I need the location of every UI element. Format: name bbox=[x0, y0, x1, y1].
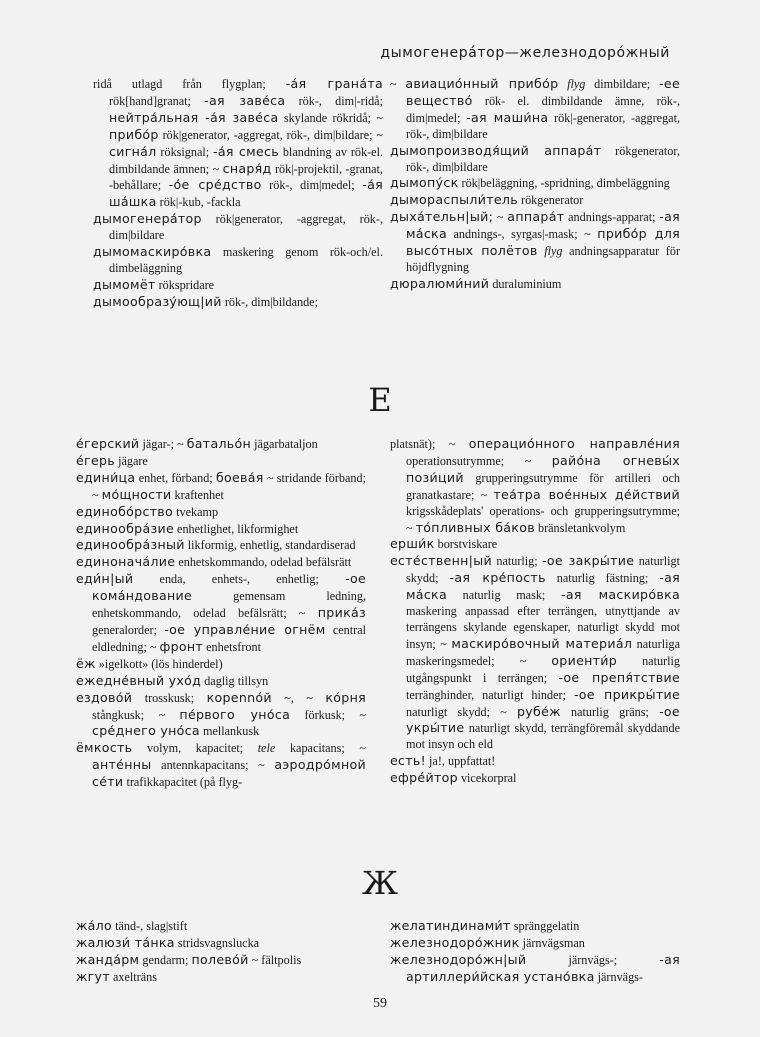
dictionary-entry bbox=[76, 952, 366, 969]
russian-term: ориенти́р bbox=[551, 652, 618, 668]
russian-term: батальо́н bbox=[186, 436, 252, 451]
swedish-gloss: platsnät); ~ bbox=[390, 437, 469, 451]
swedish-gloss: röksignal; bbox=[156, 144, 214, 159]
swedish-gloss: enhetskommando, odelad befälsrätt bbox=[175, 555, 352, 570]
russian-term: -ая артиллери́йская устано́вка bbox=[406, 951, 680, 984]
swedish-gloss: förkusk; ~ bbox=[290, 707, 366, 722]
russian-term: корennо́й bbox=[206, 689, 272, 705]
swedish-gloss: rök-, dim|medel; bbox=[261, 178, 363, 193]
swedish-gloss: stångkusk; ~ bbox=[92, 707, 180, 722]
dictionary-entry bbox=[390, 918, 680, 935]
swedish-gloss: rök-, dim|bildande; bbox=[221, 294, 318, 309]
russian-term: райо́на огневы́х пози́ций bbox=[406, 452, 680, 485]
russian-term: дымомёт bbox=[93, 276, 156, 292]
swedish-gloss: rökgenerator bbox=[517, 193, 584, 208]
swedish-gloss: naturlig utgångspunkt i terrängen; bbox=[406, 653, 680, 685]
swedish-gloss: rök- el. dimbildande ämne, rök-, dim|medel; bbox=[406, 93, 680, 125]
e-left-column bbox=[76, 436, 366, 791]
dictionary-entry bbox=[93, 76, 383, 211]
swedish-gloss: järnvägs- bbox=[594, 969, 643, 984]
swedish-gloss: trafikkapacitet (på flyg- bbox=[123, 775, 243, 790]
swedish-gloss: spränggelatin bbox=[510, 919, 580, 933]
dictionary-entry bbox=[76, 969, 366, 986]
russian-term: еди́н|ый bbox=[76, 571, 134, 587]
swedish-gloss: jägarbataljon bbox=[251, 437, 318, 451]
swedish-gloss: kraftenhet bbox=[171, 487, 224, 502]
swedish-gloss: grupperingsutrymme för artilleri och granatkastare; ~ bbox=[406, 470, 680, 502]
swedish-gloss: enda, enhets-, enhetlig; bbox=[133, 572, 346, 587]
swedish-gloss: central eldledning; ~ bbox=[92, 622, 366, 654]
dictionary-entry bbox=[390, 276, 680, 293]
russian-term: дымопроизводя́щий аппара́т bbox=[390, 142, 602, 158]
russian-term: -ая ма́ска bbox=[406, 570, 680, 603]
swedish-gloss: vicekorpral bbox=[457, 771, 517, 786]
swedish-gloss: rök|generator, -aggregat, rök-, dim|bildare bbox=[109, 212, 383, 243]
russian-term: -ое закры́тие bbox=[542, 553, 635, 569]
russian-term: прибо́р для высо́тных полётов bbox=[406, 226, 680, 259]
russian-term: дыха́тельн|ый; bbox=[390, 209, 494, 225]
swedish-gloss: terränghinder, naturligt hinder; bbox=[406, 687, 574, 702]
russian-term: -ая ма́ска bbox=[406, 209, 680, 242]
swedish-gloss: jägar-; ~ bbox=[139, 437, 187, 451]
dictionary-entry bbox=[76, 673, 366, 690]
swedish-gloss: enhetlighet, likformighet bbox=[174, 521, 299, 536]
dictionary-entry bbox=[76, 436, 366, 453]
swedish-gloss: trosskusk; bbox=[132, 690, 207, 705]
top-left-column bbox=[93, 76, 383, 311]
russian-term: жанда́рм bbox=[76, 951, 140, 967]
russian-term: авиацио́нный прибо́р bbox=[405, 76, 559, 91]
russian-term: единообра́зный bbox=[76, 537, 185, 553]
swedish-gloss: volym, kapacitet; bbox=[132, 741, 258, 756]
dictionary-entry bbox=[76, 656, 366, 673]
swedish-gloss: rökgenerator, rök-, dim|bildare bbox=[406, 143, 680, 174]
russian-term: -ое прикры́тие bbox=[573, 686, 680, 702]
swedish-gloss: krigsskådeplats' operations- och grupperingsutrymme; ~ bbox=[406, 503, 680, 535]
swedish-gloss: rök|generator, -aggregat, rök-, dim|bildare; ~ bbox=[158, 127, 383, 142]
swedish-gloss: kapacitans; ~ bbox=[275, 741, 366, 756]
swedish-gloss: ~ stridande förband; ~ bbox=[92, 470, 366, 502]
dictionary-entry bbox=[390, 952, 680, 986]
dictionary-entry bbox=[76, 504, 366, 521]
russian-term: -ая маши́на bbox=[466, 109, 549, 125]
russian-term: нейтра́льная -а́я заве́са bbox=[109, 109, 279, 125]
russian-term: е́герский bbox=[76, 436, 140, 451]
russian-term: -а́я смесь bbox=[213, 143, 279, 159]
usage-label: tele bbox=[257, 741, 276, 756]
swedish-gloss: enhet, förband; bbox=[135, 470, 216, 485]
swedish-gloss: maskering genom rök-och/el. dimbeläggning bbox=[109, 245, 383, 275]
russian-term: сигна́л bbox=[109, 143, 157, 159]
russian-term: едини́ца bbox=[76, 469, 136, 485]
russian-term: аэродро́мной се́ти bbox=[92, 757, 366, 790]
swedish-gloss: rökspridare bbox=[155, 277, 215, 292]
swedish-gloss: andnings-, syrgas|-mask; ~ bbox=[446, 227, 598, 242]
russian-term: -ее вещество́ bbox=[406, 76, 680, 108]
swedish-gloss: rök-, dim|-ridå; bbox=[285, 93, 383, 108]
dictionary-entry bbox=[76, 918, 366, 935]
russian-term: дымообразу́ющ|ий bbox=[93, 293, 222, 309]
swedish-gloss: ~ fältpolis bbox=[248, 952, 302, 967]
russian-term: дымораспыли́тель bbox=[390, 192, 518, 208]
swedish-gloss: mellankusk bbox=[199, 724, 260, 739]
russian-term: дымопу́ск bbox=[390, 175, 459, 191]
swedish-gloss: maskering anpassad efter terrängen, utnyttjande av terrängens skylande egenskaper, naturligt skydd mot insyn; ~ bbox=[406, 604, 680, 651]
russian-term: ежедне́вный ухо́д bbox=[76, 672, 202, 688]
swedish-gloss: rök[hand]granat; bbox=[109, 93, 205, 108]
swedish-gloss: tvekamp bbox=[173, 504, 219, 519]
russian-term: операцио́нного направле́ния bbox=[468, 436, 680, 451]
section-letter-e: Е bbox=[368, 381, 392, 419]
top-right-column bbox=[390, 76, 680, 293]
russian-term: ерши́к bbox=[390, 536, 435, 552]
russian-term: прибо́р bbox=[109, 126, 159, 142]
russian-term: желатиндинами́т bbox=[390, 918, 511, 933]
russian-term: анте́нны bbox=[92, 757, 152, 773]
swedish-gloss bbox=[558, 77, 567, 91]
swedish-gloss: järnvägs-; bbox=[526, 952, 660, 967]
russian-term: снаря́д bbox=[222, 160, 272, 176]
usage-label: flyg bbox=[567, 77, 586, 91]
swedish-gloss: rök|-generator, -aggregat, rök-, dim|bildare bbox=[406, 110, 680, 141]
zh-right-column bbox=[390, 918, 680, 986]
dictionary-entry bbox=[76, 554, 366, 571]
dictionary-entry bbox=[390, 770, 680, 787]
dictionary-entry bbox=[93, 244, 383, 277]
swedish-gloss: rök|-kub, -fackla bbox=[156, 195, 241, 210]
russian-term: -о́е сре́дство bbox=[168, 177, 262, 193]
dictionary-entry bbox=[390, 436, 680, 536]
swedish-gloss: andningsapparatur för höjdflygning bbox=[406, 244, 680, 274]
russian-term: рубе́ж bbox=[516, 703, 561, 719]
swedish-gloss: dimbildare; bbox=[585, 77, 660, 91]
russian-term: жа́ло bbox=[76, 918, 113, 933]
swedish-gloss: »igelkott» (lös hinderdel) bbox=[95, 656, 223, 671]
swedish-gloss: antennkapacitans; ~ bbox=[151, 758, 275, 773]
dictionary-entry bbox=[390, 192, 680, 209]
russian-term: аппара́т bbox=[507, 209, 565, 225]
usage-label: flyg bbox=[544, 244, 563, 259]
swedish-gloss: blandning av rök-el. dimbildande ämnen; ~ bbox=[109, 144, 383, 176]
russian-term: -ая заве́са bbox=[204, 92, 286, 108]
russian-term: боева́я bbox=[215, 469, 264, 485]
dictionary-entry bbox=[390, 536, 680, 553]
swedish-gloss: operationsutrymme; ~ bbox=[406, 453, 552, 468]
russian-term: единонача́лие bbox=[76, 554, 176, 570]
swedish-gloss: generalorder; bbox=[92, 622, 165, 637]
swedish-gloss: borstviskare bbox=[434, 537, 498, 552]
dictionary-entry bbox=[390, 175, 680, 192]
dictionary-entry bbox=[390, 553, 680, 753]
swedish-gloss: gemensam ledning, enhetskommando, odelad befälsrätt; ~ bbox=[92, 589, 366, 621]
swedish-gloss: naturliga maskeringsmedel; ~ bbox=[406, 636, 680, 668]
swedish-gloss: naturlig fästning; bbox=[545, 571, 660, 586]
russian-term: сре́днего уно́са bbox=[92, 723, 200, 739]
dictionary-entry bbox=[76, 470, 366, 504]
russian-term: маскиро́вочный материа́л bbox=[451, 635, 633, 651]
swedish-gloss: jägare bbox=[115, 453, 148, 468]
russian-term: фронт bbox=[159, 638, 204, 654]
russian-term: -ое препя́тствие bbox=[558, 669, 680, 685]
russian-term: железнодоро́жник bbox=[390, 934, 520, 950]
dictionary-entry bbox=[390, 209, 680, 276]
dictionary-entry bbox=[390, 753, 680, 770]
swedish-gloss: naturligt skydd; ~ bbox=[406, 704, 517, 719]
dictionary-entry bbox=[76, 571, 366, 656]
swedish-gloss: ~, ~ bbox=[271, 690, 326, 705]
russian-term: ефре́йтор bbox=[390, 770, 458, 786]
page-number: 59 bbox=[373, 996, 387, 1011]
dictionary-entry bbox=[76, 935, 366, 952]
russian-term: есте́ственн|ый bbox=[390, 553, 492, 569]
running-head: дымогенера́тор—железнодоро́жный bbox=[380, 45, 670, 61]
swedish-gloss: ~ bbox=[390, 77, 406, 91]
russian-term: единообра́зие bbox=[76, 520, 174, 536]
russian-term: -а́я ша́шка bbox=[109, 177, 383, 210]
dictionary-entry bbox=[390, 76, 680, 143]
swedish-gloss: likformig, enhetlig, standardiserad bbox=[184, 538, 356, 553]
swedish-gloss: stridsvagnslucka bbox=[174, 935, 260, 950]
swedish-gloss: naturlig mask; bbox=[446, 588, 561, 603]
russian-term: -ая кре́пость bbox=[449, 570, 546, 586]
russian-term: дымогенера́тор bbox=[93, 211, 202, 227]
swedish-gloss: enhetsfront bbox=[203, 639, 261, 654]
russian-term: пе́рвого уно́са bbox=[179, 706, 291, 722]
russian-term: ездово́й bbox=[76, 689, 133, 705]
russian-term: теа́тра вое́нных де́йствий bbox=[493, 486, 680, 502]
russian-term: железнодоро́жн|ый bbox=[390, 951, 527, 967]
dictionary-entry bbox=[76, 453, 366, 470]
russian-term: е́герь bbox=[76, 452, 116, 468]
swedish-gloss: tänd-, slag|stift bbox=[112, 919, 188, 933]
dictionary-entry bbox=[76, 690, 366, 741]
swedish-gloss: ja!, uppfattat! bbox=[425, 754, 496, 769]
dictionary-entry bbox=[76, 740, 366, 791]
russian-term: прика́з bbox=[317, 605, 366, 621]
swedish-gloss: rök|-projektil, -granat, -behållare; bbox=[109, 161, 383, 193]
swedish-gloss: ridå utlagd från flygplan; bbox=[93, 77, 286, 91]
e-right-column bbox=[390, 436, 680, 787]
russian-term: -а́я грана́та bbox=[285, 76, 383, 91]
russian-term: -ое управле́ние огнём bbox=[164, 621, 326, 637]
swedish-gloss: skylande rökridå; ~ bbox=[278, 110, 384, 125]
russian-term: есть! bbox=[390, 753, 426, 769]
dictionary-entry bbox=[93, 294, 383, 311]
russian-term: -ое кома́ндование bbox=[92, 571, 366, 604]
swedish-gloss: rök|beläggning, -spridning, dimbeläggning bbox=[458, 176, 670, 191]
zh-left-column bbox=[76, 918, 366, 986]
dictionary-entry bbox=[76, 521, 366, 538]
russian-term: дымомаскиро́вка bbox=[93, 244, 212, 260]
russian-term: полево́й bbox=[191, 951, 249, 967]
swedish-gloss: bränsletankvolym bbox=[534, 520, 626, 535]
dictionary-entry bbox=[93, 211, 383, 244]
swedish-gloss: gendarm; bbox=[139, 952, 192, 967]
dictionary-entry bbox=[76, 537, 366, 554]
russian-term: -ое укры́тие bbox=[406, 703, 680, 736]
swedish-gloss: axelträns bbox=[109, 969, 157, 984]
russian-term: жалюзи́ та́нка bbox=[76, 934, 175, 950]
russian-term: единобо́рство bbox=[76, 503, 174, 519]
swedish-gloss: naturligt skydd; bbox=[406, 554, 680, 586]
dictionary-entry bbox=[390, 935, 680, 952]
swedish-gloss: naturlig; bbox=[491, 554, 543, 569]
russian-term: мо́щности bbox=[101, 486, 172, 502]
swedish-gloss: duraluminium bbox=[489, 276, 562, 291]
section-letter-zh: Ж bbox=[362, 864, 398, 902]
russian-term: -ая маскиро́вка bbox=[560, 587, 680, 603]
swedish-gloss: daglig tillsyn bbox=[201, 673, 269, 688]
dictionary-entry bbox=[93, 277, 383, 294]
russian-term: ёмкость bbox=[76, 740, 133, 756]
swedish-gloss: andnings-apparat; bbox=[564, 210, 660, 225]
russian-term: ко́рня bbox=[325, 689, 366, 705]
dictionary-entry bbox=[390, 143, 680, 176]
russian-term: ёж bbox=[76, 655, 96, 671]
russian-term: дюралюми́ний bbox=[390, 275, 490, 291]
swedish-gloss: naturligt skydd, terrängföremål skyddande mot insyn och eld bbox=[406, 721, 680, 752]
swedish-gloss: naturlig gräns; bbox=[560, 704, 660, 719]
swedish-gloss: ~ bbox=[493, 210, 508, 225]
russian-term: то́пливных ба́ков bbox=[415, 519, 535, 535]
russian-term: жгут bbox=[76, 968, 110, 984]
swedish-gloss: järnvägsman bbox=[519, 935, 585, 950]
